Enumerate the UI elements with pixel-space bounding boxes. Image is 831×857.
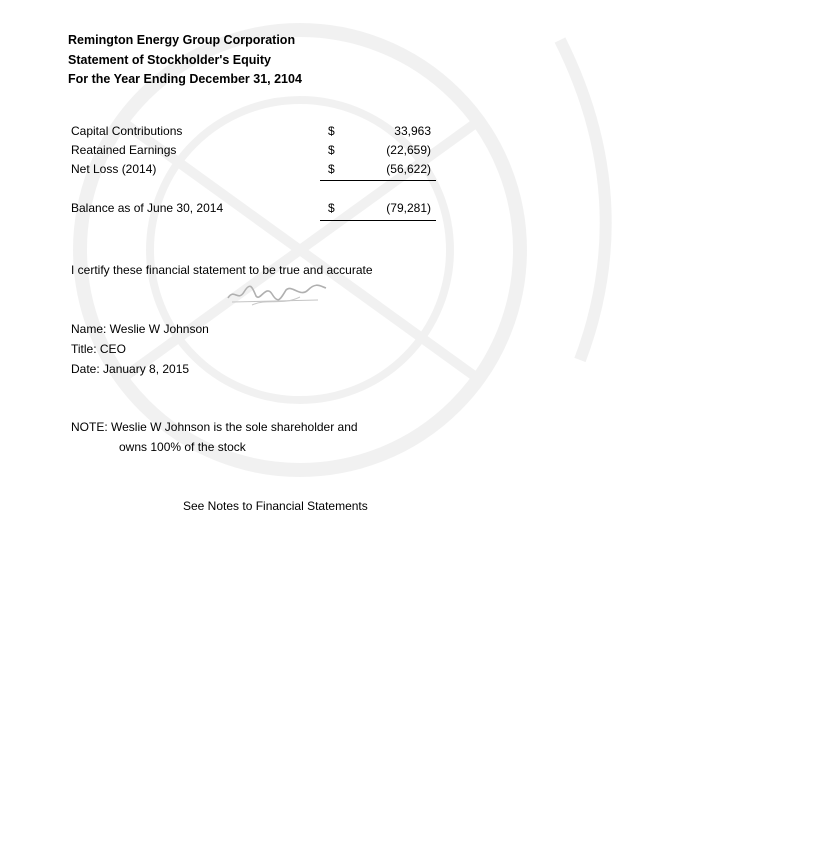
row-currency: $ [328,162,335,176]
row-amount: (22,659) [386,143,431,157]
table-row [71,143,441,162]
table-row [71,162,441,181]
row-label: Net Loss (2014) [71,162,157,176]
statement-header [68,31,302,90]
row-amount: 33,963 [394,124,431,138]
statement-title: Statement of Stockholder's Equity [68,52,272,67]
balance-label: Balance as of June 30, 2014 [71,201,224,215]
balance-currency: $ [328,201,335,215]
balance-amount: (79,281) [386,201,431,215]
signer-name: Name: Weslie W Johnson [71,322,209,336]
company-name: Remington Energy Group Corporation [68,33,296,47]
row-amount: (56,622) [386,162,431,176]
balance-row [71,201,441,220]
signature-image [222,278,332,308]
ownership-note-line1: NOTE: Weslie W Johnson is the sole shareholder and [71,420,358,434]
row-label: Reatained Earnings [71,143,177,157]
signature-date: Date: January 8, 2015 [71,362,190,376]
balance-rule [320,220,436,221]
subtotal-rule [320,180,436,181]
signer-title: Title: CEO [71,342,126,356]
row-currency: $ [328,143,335,157]
see-notes-footer: See Notes to Financial Statements [183,499,368,513]
statement-period: For the Year Ending December 31, 2104 [68,72,302,86]
row-label: Capital Contributions [71,124,183,138]
table-row [71,124,441,143]
ownership-note-line2: owns 100% of the stock [119,440,246,454]
row-currency: $ [328,124,335,138]
certification-statement: I certify these financial statement to be true and accurate [71,263,373,277]
